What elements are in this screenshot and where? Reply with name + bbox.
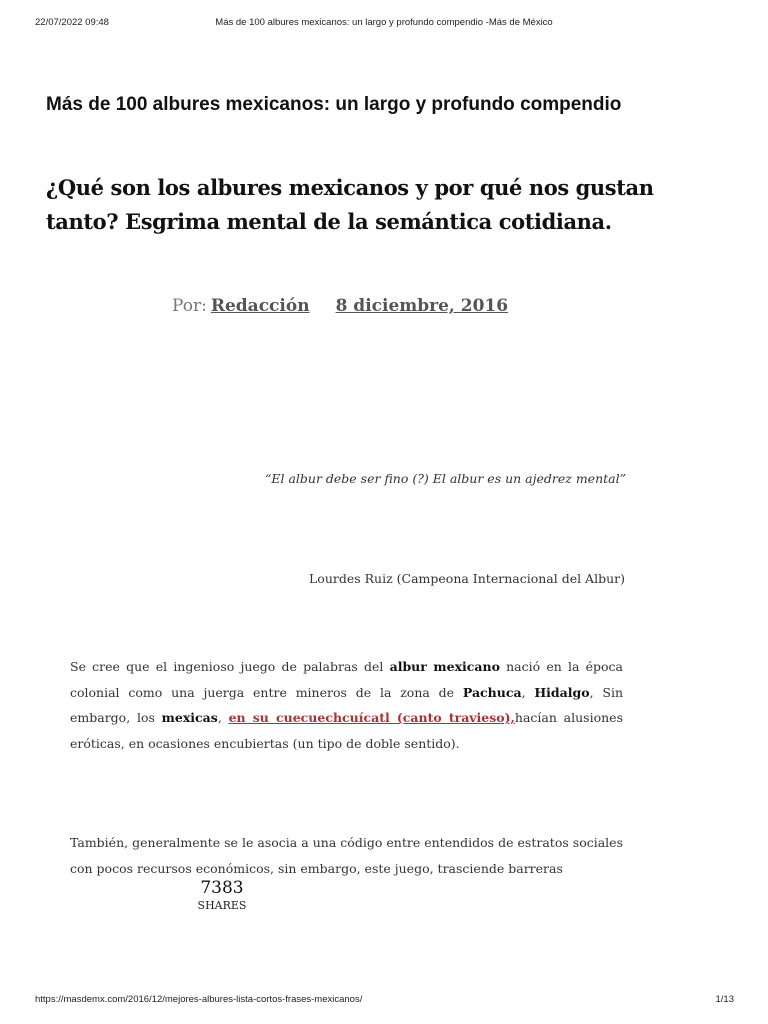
share-counter — [190, 878, 254, 912]
print-url: https://masdemx.com/2016/12/mejores-albures-lista-cortos-frases-mexicanos/ — [35, 994, 363, 1005]
share-label: SHARES — [197, 899, 247, 912]
epigraph-quote: “El albur debe ser fino (?) El albur es un ajedrez mental” — [264, 471, 626, 486]
p1-text-4: , Sin embargo, los — [70, 684, 623, 725]
author-link[interactable]: Redacción — [210, 296, 310, 316]
epigraph-author: Lourdes Ruiz (Campeona Internacional del Albur) — [309, 571, 625, 586]
byline — [172, 296, 508, 316]
p1-bold-hidalgo: Hidalgo — [534, 684, 590, 700]
paragraph-2: También, generalmente se le asocia a una código entre entendidos de estratos sociales con pocos recursos económicos, sin embargo, este juego, trasciende barreras — [70, 835, 623, 876]
p1-bold-mexicas: mexicas — [161, 710, 218, 725]
share-count: 7383 — [200, 878, 244, 898]
p1-text-3: , — [521, 684, 535, 700]
p1-bold-albur: albur mexicano — [389, 659, 500, 674]
p1-text-2: nació en la época colonial como una juerga entre mineros de la zona de — [70, 659, 623, 700]
p1-bold-pachuca: Pachuca — [462, 684, 522, 700]
article-subtitle: ¿Qué son los albures mexicanos y por qué nos gustan tanto? Esgrima mental de la semántica cotidiana. — [46, 175, 654, 234]
date-link[interactable]: 8 diciembre, 2016 — [335, 296, 509, 316]
article-title: Más de 100 albures mexicanos: un largo y profundo compendio — [46, 94, 622, 115]
print-footer — [0, 994, 768, 1008]
paragraph-1 — [70, 654, 623, 756]
print-header — [0, 17, 768, 31]
p1-text-6: hacían alusiones eróticas, en ocasiones encubiertas (un tipo de doble sentido). — [70, 710, 623, 751]
cuecuechcuicatl-link[interactable]: en su cuecuechcuícatl (canto travieso), — [228, 710, 515, 725]
print-doc-title: Más de 100 albures mexicanos: un largo y profundo compendio -Más de México — [215, 17, 553, 28]
print-date: 22/07/2022 09:48 — [35, 17, 109, 28]
p1-text-1: Se cree que el ingenioso juego de palabras del — [70, 659, 390, 674]
byline-prefix: Por: — [172, 296, 207, 316]
page-number: 1/13 — [715, 994, 734, 1005]
p1-text-5: , — [217, 710, 229, 725]
